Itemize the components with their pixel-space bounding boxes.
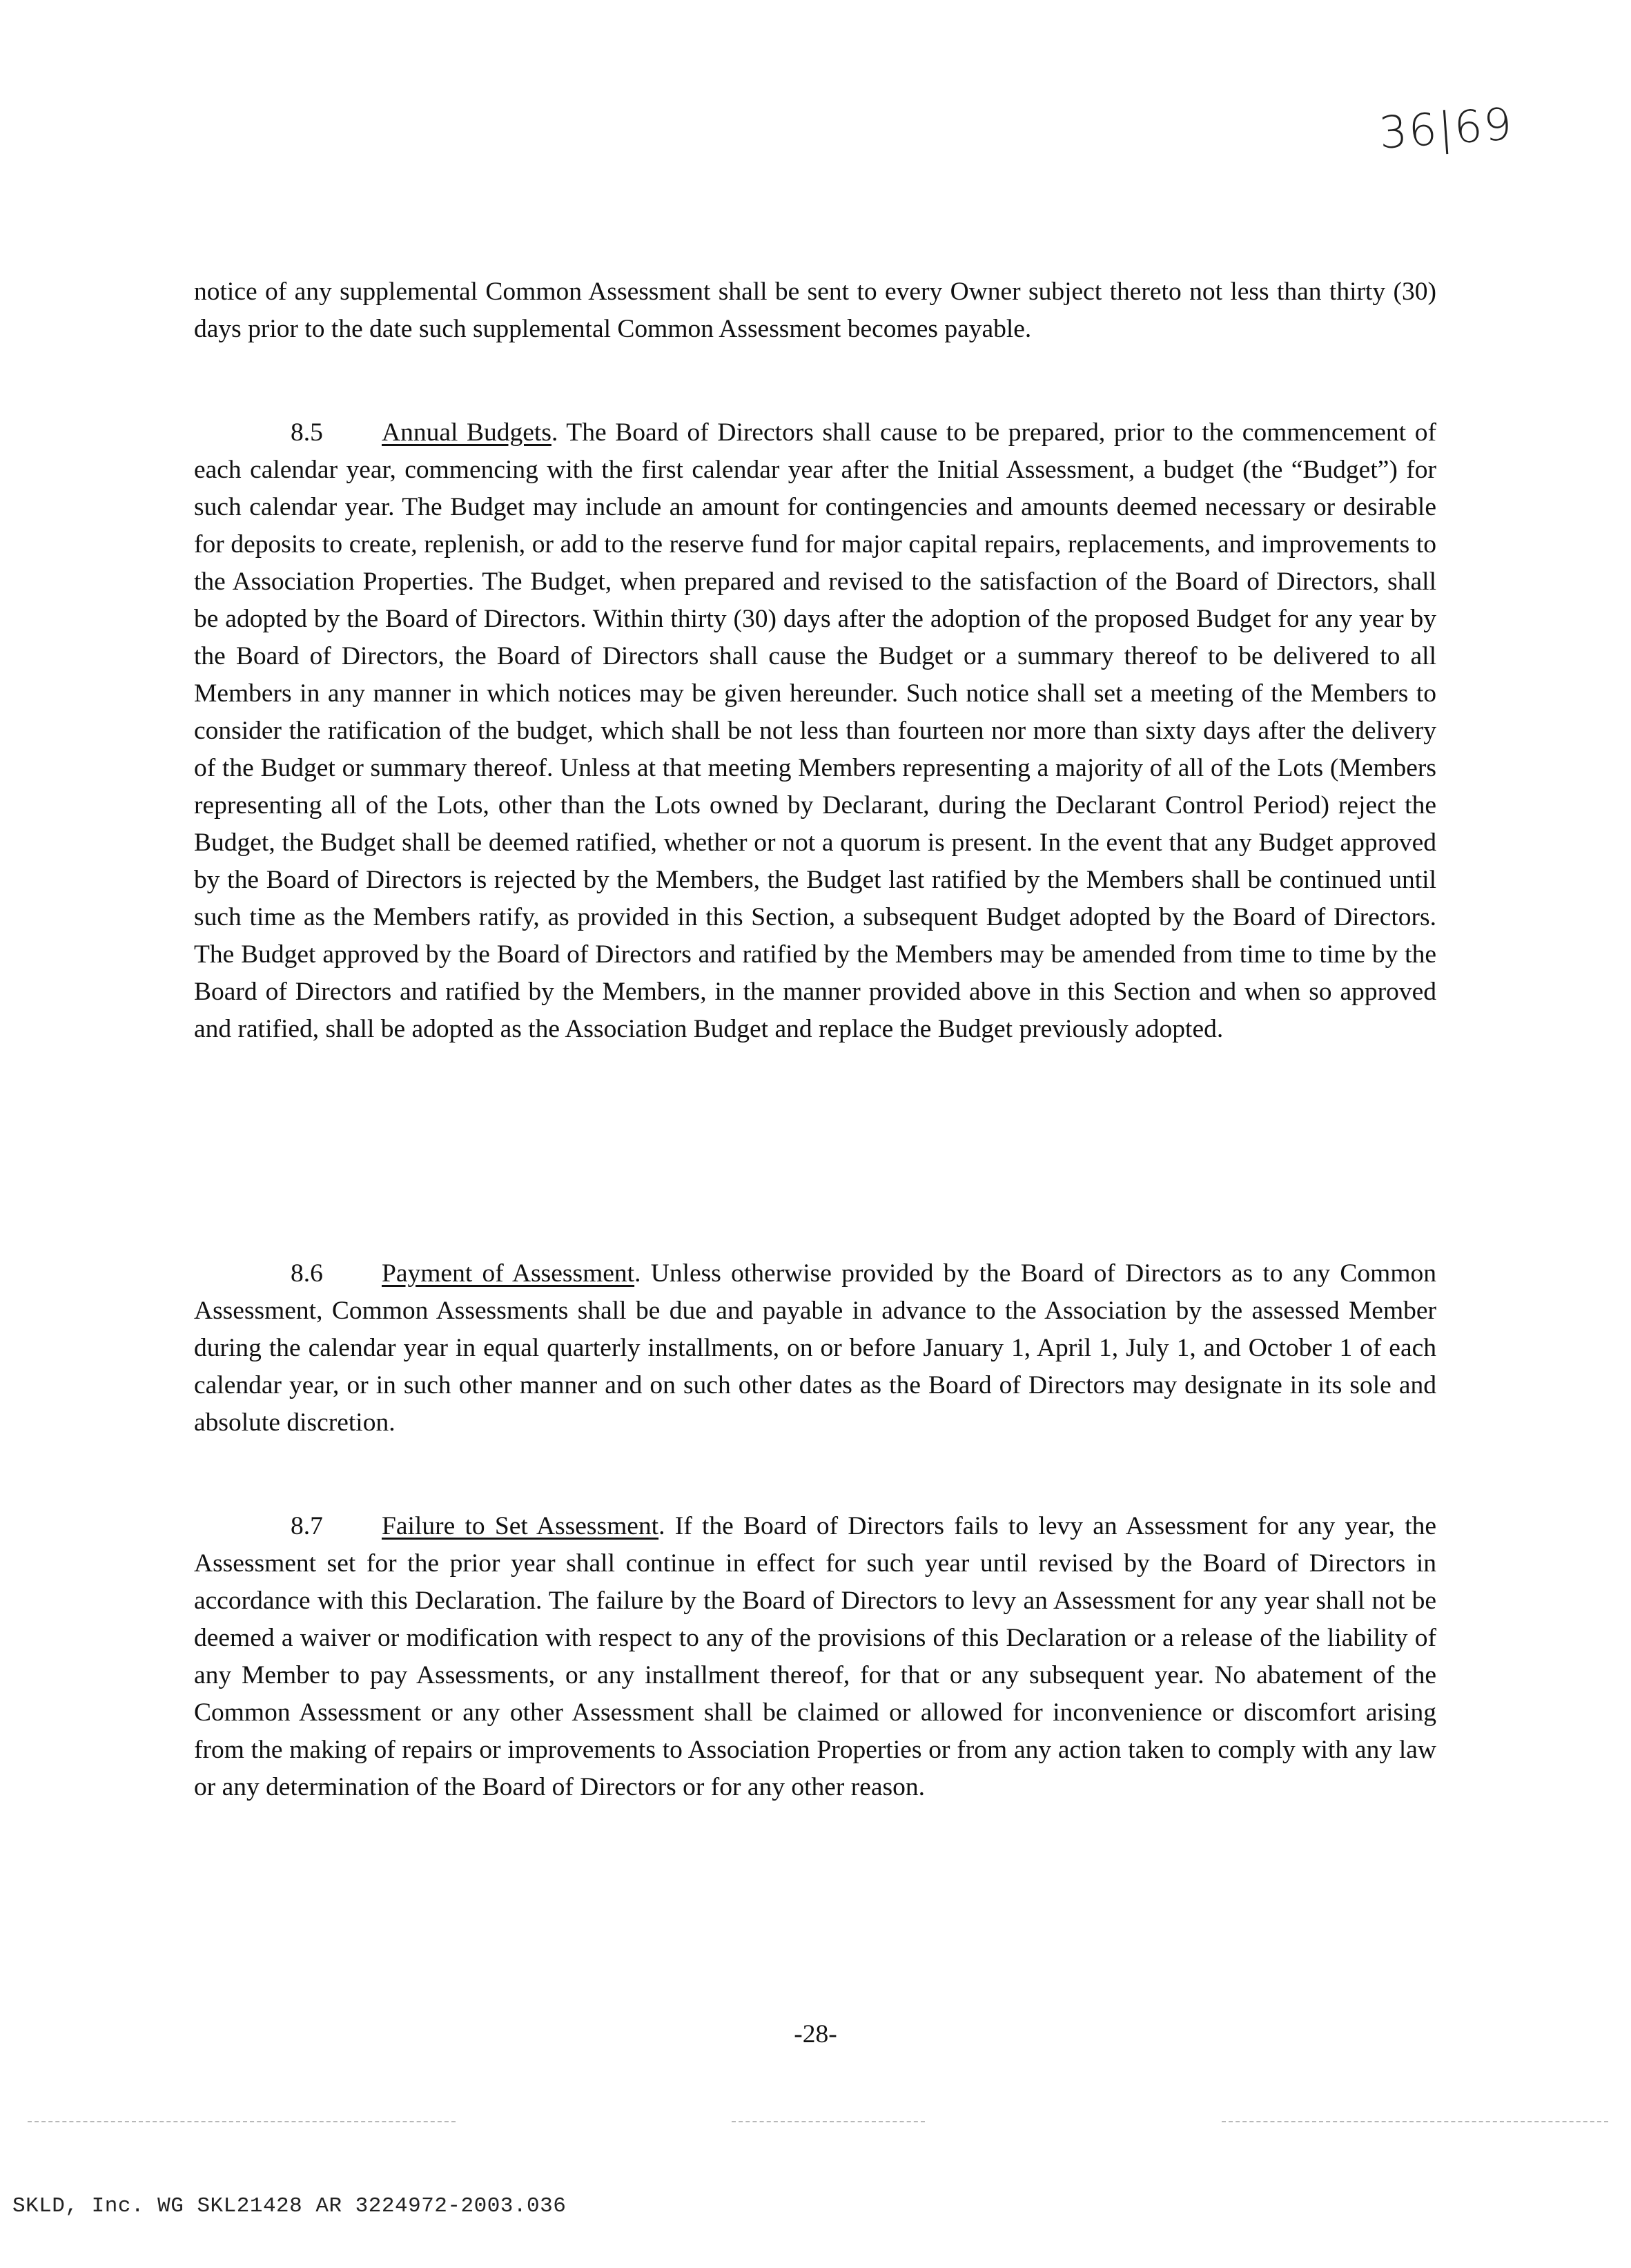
section-title: Annual Budgets: [382, 418, 551, 447]
handwritten-page-annotation: 36|69: [1377, 99, 1515, 159]
section-number: 8.5: [291, 418, 323, 447]
section-body: . The Board of Directors shall cause to be prepared, prior to the commencement of each calendar year, commencing with the first calendar year after the Initial Assessment, a budget (the “Budget”) for such calendar year. The Budget may include an amount for contingencies and amounts deemed necessary or desirable for deposits to create, replenish, or add to the reserve fund for major capital repairs, replacements, and improvements to the Association Properties. The Budget, when prepared and revised to the satisfaction of the Board of Directors, shall be adopted by the Board of Directors. Within thirty (30) days after the adoption of the proposed Budget for any year by the Board of Directors, the Board of Directors shall cause the Budget or a summary thereof to be delivered to all Members in any manner in which notices may be given hereunder. Such notice shall set a meeting of the Members to consider the ratification of the budget, which shall be not less than fourteen nor more than sixty days after the delivery of the Budget or summary thereof. Unless at that meeting Members representing a majority of all of the Lots (Members representing all of the Lots, other than the Lots owned by Declarant, during the Declarant Control Period) reject the Budget, the Budget shall be deemed ratified, whether or not a quorum is present. In the event that any Budget approved by the Board of Directors is rejected by the Members, the Budget last ratified by the Members shall be continued until such time as the Members ratify, as provided in this Section, a subsequent Budget adopted by the Board of Directors. The Budget approved by the Board of Directors and ratified by the Members may be amended from time to time by the Board of Directors and ratified by the Members, in the manner provided above in this Section and when so approved and ratified, shall be adopted as the Association Budget and replace the Budget previously adopted.: [194, 418, 1436, 1043]
section-title: Failure to Set Assessment: [382, 1512, 659, 1540]
section-body: . Unless otherwise provided by the Board of Directors as to any Common Assessment, Common Assessments shall be due and payable in advance to the Association by the assessed Member during the calendar year in equal quarterly installments, on or before January 1, April 1, July 1, and October 1 of each calendar year, or in such other manner and on such other dates as the Board of Directors may designate in its sole and absolute discretion.: [194, 1259, 1437, 1437]
scan-artifact-line: [1222, 2121, 1608, 2122]
intro-paragraph: notice of any supplemental Common Assessment shall be sent to every Owner subject thereto not less than thirty (30) days prior to the date such supplemental Common Assessment becomes payable.: [194, 278, 1436, 343]
section-8-5: [194, 414, 1436, 1048]
section-title: Payment of Assessment: [382, 1259, 635, 1288]
section-number: 8.7: [291, 1512, 323, 1540]
document-body: [194, 273, 1436, 348]
section-8-6: [194, 1255, 1436, 1442]
document-identifier-footer: SKLD, Inc. WG SKL21428 AR 3224972-2003.036: [12, 2194, 567, 2218]
section-8-7: [194, 1508, 1436, 1806]
page-number: -28-: [794, 2020, 837, 2048]
scan-artifact-line: [28, 2121, 456, 2122]
section-body: . If the Board of Directors fails to levy an Assessment for any year, the Assessment set for the prior year shall continue in effect for such year until revised by the Board of Directors in accordance with this Declaration. The failure by the Board of Directors to levy an Assessment for any year shall not be deemed a waiver or modification with respect to any of the provisions of this Declaration or a release of the liability of any Member to pay Assessments, or any installment thereof, for that or any subsequent year. No abatement of the Common Assessment or any other Assessment shall be claimed or allowed for inconvenience or discomfort arising from the making of repairs or improvements to Association Properties or from any action taken to comply with any law or any determination of the Board of Directors or for any other reason.: [194, 1512, 1437, 1801]
scan-artifact-line: [732, 2121, 925, 2122]
section-number: 8.6: [291, 1259, 323, 1288]
